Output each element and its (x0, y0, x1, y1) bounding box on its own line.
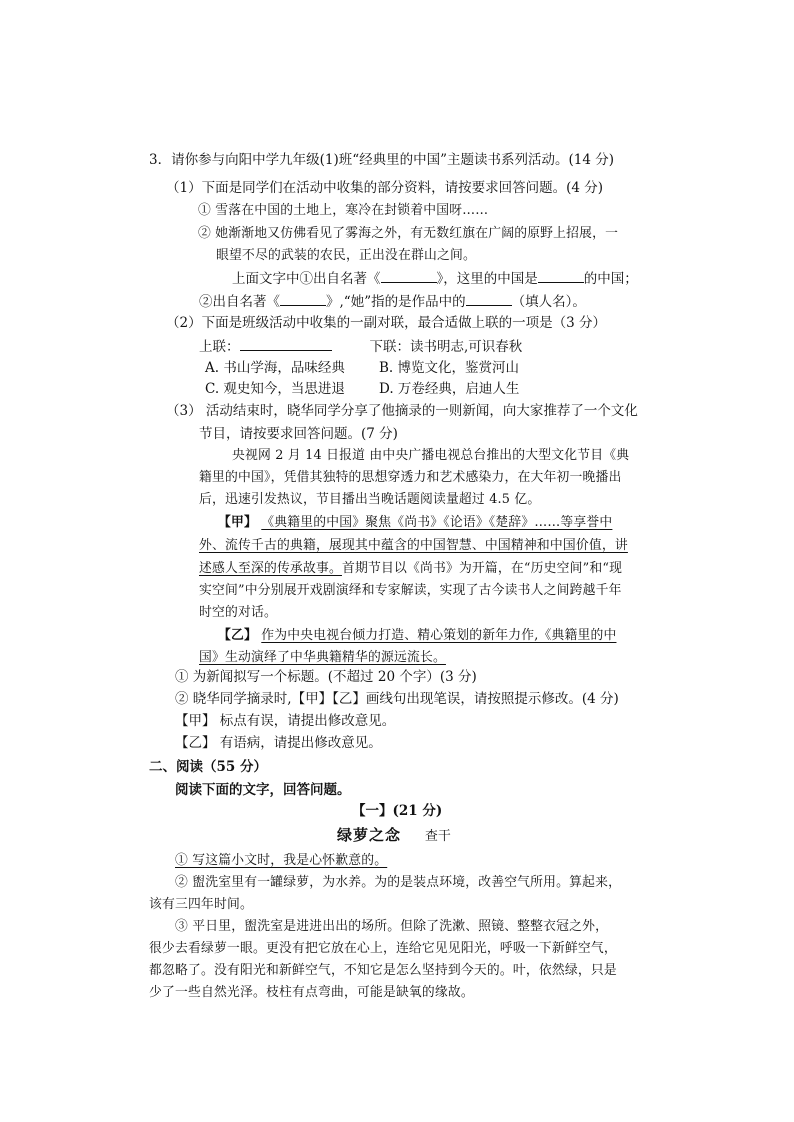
news-yi-line-2: 国》生动演绎了中华典籍精华的源远流长。 (199, 650, 446, 665)
essay-para-1 (175, 851, 387, 871)
para-1-underlined: ① 写这篇小文时，我是心怀歉意的。 (175, 853, 388, 868)
option-c[interactable]: C. 观史知今，当思进退 (205, 381, 345, 397)
reading-part-1: 【一】(21 分) (352, 803, 443, 819)
q3-p3-intro-a: （3） 活动结束时，晓华同学分享了他摘录的一则新闻，向大家推荐了一个文化 (166, 403, 638, 419)
hint-yi: 【乙】 有语病，请提出修改意见。 (175, 735, 382, 751)
q3-p3-task-2: ② 晓华同学摘录时,【甲】【乙】画线句出现笔误，请按照提示修改。(4 分) (175, 691, 619, 707)
option-a[interactable]: A. 书山学海，品味经典 (205, 360, 345, 376)
essay-title: 绿萝之念 (337, 826, 402, 844)
section-2-heading: 二、阅读（55 分） (149, 759, 267, 775)
essay-author: 查干 (425, 829, 452, 844)
fill1-text-c: 的中国； (583, 271, 638, 287)
news-line-1: 央视网 2 月 14 日报道 由中央广播电视总台推出的大型文化节目《典 (232, 448, 630, 463)
reading-instruction: 阅读下面的文字，回答问题。 (175, 782, 351, 798)
essay-title-line (337, 825, 451, 847)
q3-p2-couplet (199, 336, 522, 357)
fill2-text-c: （填人名）。 (511, 294, 586, 310)
yi-underlined-1: 作为中央电视台倾力打造、精心策划的新年力作,《典籍里的中 (261, 628, 617, 643)
q3-stem: 3．请你参与向阳中学九年级(1)班“经典里的中国”主题读书系列活动。(14 分) (149, 152, 615, 168)
upper-couplet-label: 上联： (199, 339, 240, 355)
yi-tag: 【乙】 (218, 628, 257, 643)
fill2-text-a: ②出自名著《 (199, 294, 280, 310)
hint-jia: 【甲】 标点有误，请提出修改意见。 (175, 713, 396, 729)
essay-para-3b: 很少去看绿萝一眼。更没有把它放在心上，连给它见见阳光，呼吸一下新鲜空气， (149, 941, 617, 956)
jia-rest-3: 首期节目以《尚书》为开篇，在“历史空间”和“现 (341, 561, 623, 576)
q3-p1-intro: （1）下面是同学们在活动中收集的部分资料，请按要求回答问题。(4 分) (166, 180, 604, 196)
fill2-text-b: 》,“她”指的是作品中的 (326, 294, 466, 310)
essay-para-2a: ② 盥洗室里有一罐绿萝，为水养。为的是装点环境，改善空气所用。算起来， (175, 875, 622, 890)
q3-p3-task-1: ① 为新闻拟写一个标题。(不超过 20 个字）(3 分) (175, 669, 477, 685)
essay-para-3c: 都忽略了。没有阳光和新鲜空气，不知它是怎么坚持到今天的。叶，依然绿，只是 (149, 963, 617, 978)
lower-couplet: 下联：读书明志,可识春秋 (369, 339, 523, 355)
essay-para-3d: 少了一些自然光泽。枝柱有点弯曲，可能是缺氧的缘故。 (149, 985, 474, 1000)
news-jia-line-3 (199, 559, 622, 579)
fill1-text-a: 上面文字中①出自名著《 (232, 271, 381, 287)
blank-person-name[interactable] (466, 291, 512, 306)
news-jia-line-4: 实空间”中分别展开戏剧演绎和专家解读，实现了古今读书人之间跨越千年 (199, 583, 622, 598)
option-b[interactable]: B. 博览文化，鉴赏河山 (379, 360, 520, 376)
blank-upper-couplet[interactable] (240, 336, 332, 351)
blank-book-1[interactable] (381, 268, 437, 283)
news-line-2: 籍里的中国》，凭借其独特的思想穿透力和艺术感染力，在大年初一晚播出 (199, 470, 622, 485)
jia-underlined-3: 述感人至深的传承故事。 (199, 561, 342, 576)
q3-p1-quote-2a: ② 她渐渐地又仿佛看见了雾海之外，有无数红旗在广阔的原野上招展，一 (198, 226, 619, 241)
q3-p1-fill-line-2 (199, 291, 586, 312)
essay-para-2b: 该有三四年时间。 (149, 897, 253, 912)
jia-underlined-1: 《典籍里的中国》聚焦《尚书》《论语》《楚辞》……等享誉中 (261, 515, 613, 530)
q3-p2-intro: （2）下面是班级活动中收集的一副对联，最合适做上联的一项是（3 分） (166, 315, 606, 331)
jia-tag: 【甲】 (218, 515, 257, 530)
news-yi-line-1 (218, 626, 616, 646)
essay-para-3a: ③ 平日里，盥洗室是进进出出的场所。但除了洗漱、照镜、整整衣冠之外， (175, 919, 609, 934)
news-jia-line-2: 外、流传千古的典籍，展现其中蕴含的中国智慧、中国精神和中国价值，讲 (199, 538, 628, 553)
q3-p1-quote-1: ① 雪落在中国的土地上，寒冷在封锁着中国呀…… (198, 203, 489, 218)
news-jia-line-5: 时空的对话。 (199, 605, 277, 620)
option-d[interactable]: D. 万卷经典，启迪人生 (379, 381, 520, 397)
q3-p3-intro-b: 节目，请按要求回答问题。(7 分) (199, 426, 398, 442)
fill1-text-b: 》，这里的中国是 (436, 271, 538, 287)
blank-book-2[interactable] (280, 291, 326, 306)
blank-china-type[interactable] (538, 268, 584, 283)
news-line-3: 后，迅速引发热议，节目播出当晚话题阅读量超过 4.5 亿。 (199, 492, 541, 507)
news-jia-line-1 (218, 513, 612, 533)
q3-p1-quote-2b: 眼望不尽的武装的农民，正出没在群山之间。 (216, 248, 476, 263)
q3-p1-fill-line-1 (232, 268, 638, 289)
